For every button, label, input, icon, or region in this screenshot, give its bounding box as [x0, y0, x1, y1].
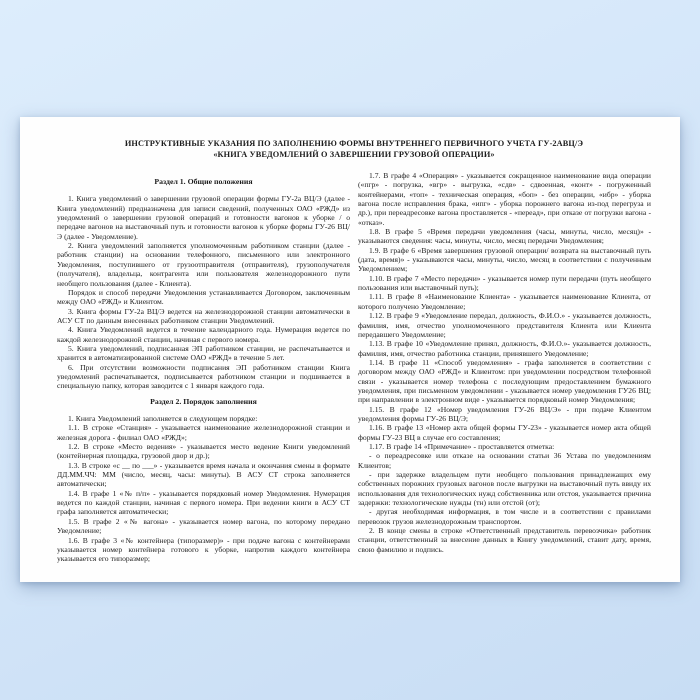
document-title-line-1: ИНСТРУКТИВНЫЕ УКАЗАНИЯ ПО ЗАПОЛНЕНИЮ ФОРМЫ ВНУТРЕННЕГО ПЕРВИЧНОГО УЧЕТА ГУ-2АВЦ/Э [124, 139, 584, 148]
paragraph: 6. При отсутствии возможности подписания ЭП работником станции Книга уведомлений распечатывается, подписывается работником станции и подшивается в специальную папку, которая заводится с 1 января каждого года. [57, 362, 350, 391]
paragraph: 1.4. В графе 1 «№ п/п» - указывается порядковый номер Уведомления. Нумерация ведется по каждой станции, начиная с первого номера. При ведении книги в АСУ СТ графа заполняется автоматически; [57, 488, 350, 517]
paragraph: 1.1. В строке «Станция» - указывается наименование железнодорожной станции и железная дорога - филиал ОАО «РЖД»; [57, 423, 350, 442]
paragraph: Порядок и способ передачи Уведомления устанавливается Договором, заключенным между ОАО «РЖД» и Клиентом. [57, 287, 350, 307]
paragraph: 1.8. В графе 5 «Время передачи уведомления (часы, минуты, число, месяц)» - указываются сведения: часы, минуты, число, месяц передачи Уведомления; [358, 227, 651, 246]
paragraph: 1.9. В графе 6 «Время завершения грузовой операции/ возврата на выставочный путь (дата, время)» - указываются часы, минуты, число, месяц в соответствии с полученным Уведомлением; [358, 245, 651, 274]
right-column [358, 171, 651, 564]
paragraph: 1.11. В графе 8 «Наименование Клиента» - указывается наименование Клиента, от которого получено Уведомление; [358, 292, 651, 311]
paragraph: 1.13. В графе 10 «Уведомление принял, должность, Ф.И.О.»- указывается должность, фамилия, имя, отчество работника станции, принявшего Уведомление; [358, 339, 651, 358]
paragraph: 5. Книга уведомлений, подписанная ЭП работником станции, не распечатывается и хранится в автоматизированной системе ОАО «РЖД» в течение 5 лет. [57, 343, 350, 363]
document-title-line-2: «КНИГА УВЕДОМЛЕНИЙ О ЗАВЕРШЕНИИ ГРУЗОВОЙ ОПЕРАЦИИ» [213, 149, 495, 159]
paragraph: 1.17. В графе 14 «Примечание» - проставляется отметка: [369, 441, 555, 451]
paragraph: 1.7. В графе 4 «Операция» - указывается сокращенное наименование вида операции («пгр» - погрузка, «вгр» - выгрузка, «сдв» - сдвоенная, «конт» - погруженный контейнерами, «топ» - техническая операция, «боп» - без операции, «ибр» - уборка вагона после исправления брака, «ипг» - уборка порожнего вагона из-под перегруза и др.), при переадресовке вагона проставляется - «переад», при отказе от погрузки вагона - «отказ». [358, 171, 651, 227]
two-column-body [57, 171, 651, 564]
paragraph: 1.16. В графе 13 «Номер акта общей формы ГУ-23» - указывается номер акта общей формы ГУ-23 ВЦ в случае его составления; [358, 423, 651, 442]
paragraph: 1.12. В графе 9 «Уведомление передал, должность, Ф.И.О.» - указывается должность, фамилия, имя, отчество уполномоченного представителя Клиента или Клиента передавшего Уведомление; [358, 311, 651, 339]
document-sheet [20, 117, 680, 582]
paragraph: 2. В конце смены в строке «Ответственный представитель перевозчика» работник станции, ответственный за внесение данных в Книгу уведомлений, ставит дату, время, свою фамилию и подпись. [358, 526, 651, 554]
section-1-heading: Раздел 1. Общие положения [154, 177, 253, 186]
left-column [57, 171, 350, 564]
section-2-heading: Раздел 2. Порядок заполнения [150, 396, 257, 406]
paragraph: 1. Книга Уведомлений заполняется в следующем порядке: [68, 414, 258, 424]
paragraph: 1.10. В графе 7 «Место передачи» - указывается номер пути передачи (путь необщего пользования или выставочный путь); [358, 273, 651, 293]
paragraph: 1.2. В строке «Место ведения» - указывается место ведение Книги уведомлений (контейнерная площадка, грузовой двор и др.); [57, 442, 350, 461]
paragraph: 1.5. В графе 2 «№ вагона» - указывается номер вагона, по которому передано Уведомление; [57, 516, 350, 536]
paragraph: 1.15. В графе 12 «Номер уведомления ГУ-26 ВЦ/Э» - при подаче Клиентом уведомления формы ГУ-26 ВЦ/Э; [358, 404, 651, 423]
paragraph: 3. Книга формы ГУ-2а ВЦ/Э ведется на железнодорожной станции автоматически в АСУ СТ по данным внесенных работником станции Уведомлений. [57, 306, 350, 325]
paragraph: 1.6. В графе 3 «№ контейнера (типоразмер)» - при подаче вагона с контейнерами указывается номер контейнера готового к уборке, напротив каждого контейнера указывается его типоразмер; [57, 535, 350, 564]
paragraph: 1.14. В графе 11 «Способ уведомления» - графа заполняется в соответствии с договором между ОАО «РЖД» и Клиентом: при уведомлении посредством телефонной связи - указывается номер телефона с последующим предоставлением бумажного уведомления, при письменном уведомлении - указывается номер уведомления ГУ26 ВЦ; при направлении в электронном виде - указывается порядковый номер Уведомления; [358, 357, 651, 405]
paragraph: 1.3. В строке «с __ по ___» - указывается время начала и окончания смены в формате ДД.ММ.ЧЧ: ММ (число, месяц, часы: минуты). В АСУ СТ строка заполняется автоматически; [57, 460, 350, 489]
paragraph: 4. Книга Уведомлений ведется в течение календарного года. Нумерация ведется по каждой железнодорожной станции, начиная с первого номера. [57, 325, 350, 344]
paragraph: - другая необходимая информация, в том числе и в соответствии с правилами перевозок грузов железнодорожным транспортом. [358, 507, 651, 526]
paragraph: 2. Книга уведомлений заполняется уполномоченным работником станции (далее - работник станции) на основании телефонного, письменного или электронного Уведомления, поступившего от грузоотправителя (отправителя), грузополучателя (получателя), владельца, контрагента или пользователя железнодорожного пути необщего пользования (далее - Клиента). [57, 241, 350, 288]
paragraph: 1. Книга уведомлений о завершении грузовой операции формы ГУ-2а ВЦ/Э (далее - Книга уведомлений) предназначена для записи сведений, полученных ОАО «РЖД» из уведомлений о завершении грузовой операций и готовности вагонов к уборке / о передаче вагонов на выставочный путь и готовности вагонов к уборке формы ГУ-26 ВЦ/Э (далее - Уведомление). [57, 194, 350, 241]
document-title [57, 139, 651, 160]
paragraph: - о переадресовке или отказе на основании статьи 36 Устава по уведомлениям Клиентов; [358, 451, 651, 470]
paragraph: - при задержке владельцем пути необщего пользования принадлежащих ему собственных порожних грузовых вагонов после выгрузки на выставочный путь ввиду их использования для технологических нужд собственника или отстоя, указывается причина задержки: технологические нужды (тн) или отстой (от); [358, 470, 651, 508]
